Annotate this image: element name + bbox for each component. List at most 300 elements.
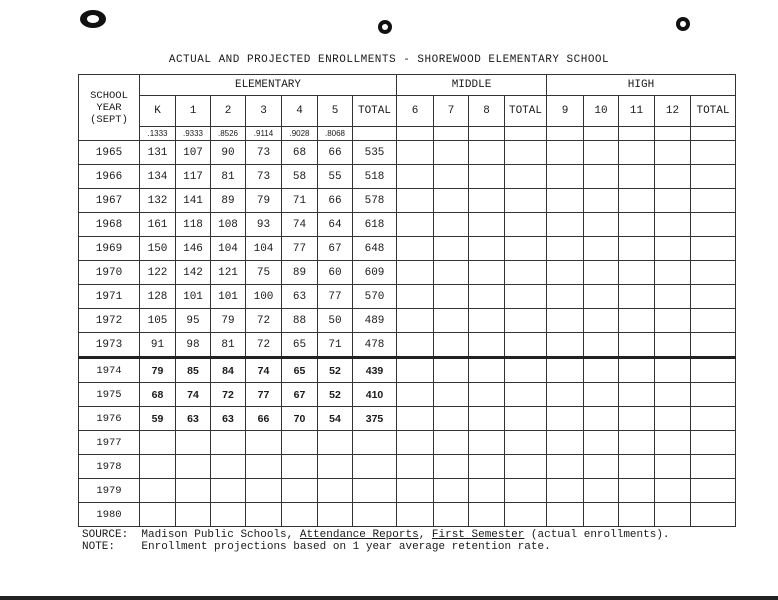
enrollment-cell: 131 [140,141,176,165]
empty-cell [655,141,691,165]
year-column-header: SCHOOL YEAR (SEPT) [79,75,140,141]
enrollment-cell: 410 [353,383,397,407]
empty-cell [469,237,505,261]
empty-cell [655,237,691,261]
middle-group-header: MIDDLE [397,75,547,96]
source-text: Madison Public Schools, [141,529,300,541]
page-edge [0,596,778,600]
table-row [79,285,736,309]
empty-cell [655,503,691,527]
empty-cell [505,309,547,333]
empty-cell [434,141,469,165]
empty-cell [691,407,736,431]
year-cell: 1972 [79,309,140,333]
empty-cell [469,503,505,527]
enrollment-cell: 117 [176,165,211,189]
enrollment-cell: 73 [246,165,282,189]
empty-cell [469,213,505,237]
note-label: NOTE: [82,541,116,553]
empty-cell [691,333,736,358]
year-cell: 1967 [79,189,140,213]
table-row [79,309,736,333]
empty-cell [505,285,547,309]
enrollment-cell: 518 [353,165,397,189]
enrollment-cell: 74 [246,358,282,383]
empty-cell [469,383,505,407]
empty-cell [691,431,736,455]
empty-cell [547,358,584,383]
empty-cell [655,285,691,309]
empty-cell [619,383,655,407]
empty-cell [434,285,469,309]
high-col-header: 9 [547,96,584,127]
empty-cell [547,309,584,333]
middle-col-header: 7 [434,96,469,127]
enrollment-cell: 478 [353,333,397,358]
empty-cell [505,503,547,527]
empty-cell [619,261,655,285]
enrollment-table [78,74,736,527]
enrollment-cell: 72 [246,309,282,333]
empty-cell [397,431,434,455]
enrollment-cell: 91 [140,333,176,358]
empty-cell [691,358,736,383]
empty-cell [655,358,691,383]
high-group-header: HIGH [547,75,736,96]
empty-cell [469,407,505,431]
empty-cell [584,127,619,141]
empty-cell [691,383,736,407]
enrollment-cell: 66 [246,407,282,431]
empty-cell [655,383,691,407]
empty-cell [397,189,434,213]
enrollment-cell: 108 [211,213,246,237]
empty-cell [584,383,619,407]
year-cell: 1976 [79,407,140,431]
empty-cell [547,479,584,503]
empty-cell [505,261,547,285]
enrollment-cell [353,503,397,527]
middle-col-header: TOTAL [505,96,547,127]
enrollment-cell: 68 [140,383,176,407]
empty-cell [547,237,584,261]
empty-cell [584,503,619,527]
enrollment-cell [211,479,246,503]
empty-cell [619,285,655,309]
empty-cell [397,213,434,237]
empty-cell [397,285,434,309]
empty-cell [547,165,584,189]
empty-cell [619,333,655,358]
empty-cell [691,127,736,141]
projection-note [82,541,551,553]
empty-cell [691,141,736,165]
enrollment-cell [140,431,176,455]
enrollment-cell: 134 [140,165,176,189]
empty-cell [469,455,505,479]
elementary-col-header: 1 [176,96,211,127]
enrollment-cell [176,431,211,455]
empty-cell [434,127,469,141]
year-cell: 1971 [79,285,140,309]
enrollment-cell: 72 [211,383,246,407]
empty-cell [353,127,397,141]
empty-cell [655,213,691,237]
empty-cell [547,189,584,213]
enrollment-cell: 74 [282,213,318,237]
empty-cell [434,261,469,285]
enrollment-cell: 79 [140,358,176,383]
year-cell: 1973 [79,333,140,358]
retention-rate: .1333 [140,127,176,141]
elementary-col-header: 3 [246,96,282,127]
empty-cell [505,455,547,479]
table-row [79,358,736,383]
empty-cell [619,141,655,165]
empty-cell [584,261,619,285]
enrollment-cell [246,503,282,527]
enrollment-cell: 71 [282,189,318,213]
enrollment-cell: 105 [140,309,176,333]
empty-cell [547,127,584,141]
enrollment-cell: 122 [140,261,176,285]
empty-cell [547,333,584,358]
enrollment-cell: 74 [176,383,211,407]
enrollment-cell [140,455,176,479]
empty-cell [691,455,736,479]
high-col-header: 10 [584,96,619,127]
enrollment-cell [282,455,318,479]
enrollment-cell: 63 [211,407,246,431]
enrollment-cell: 55 [318,165,353,189]
empty-cell [655,309,691,333]
enrollment-cell: 63 [176,407,211,431]
enrollment-cell: 65 [282,358,318,383]
enrollment-cell: 150 [140,237,176,261]
empty-cell [655,261,691,285]
empty-cell [691,309,736,333]
empty-cell [505,189,547,213]
enrollment-cell: 63 [282,285,318,309]
enrollment-cell: 489 [353,309,397,333]
empty-cell [434,479,469,503]
enrollment-cell: 570 [353,285,397,309]
empty-cell [547,407,584,431]
table-row [79,213,736,237]
empty-cell [547,383,584,407]
empty-cell [397,358,434,383]
enrollment-cell [282,503,318,527]
enrollment-cell [140,479,176,503]
year-cell: 1979 [79,479,140,503]
enrollment-cell: 77 [282,237,318,261]
enrollment-cell: 79 [246,189,282,213]
enrollment-cell: 375 [353,407,397,431]
empty-cell [469,165,505,189]
table-row [79,431,736,455]
enrollment-cell: 648 [353,237,397,261]
empty-cell [434,189,469,213]
enrollment-cell: 81 [211,333,246,358]
empty-cell [505,407,547,431]
enrollment-cell: 104 [211,237,246,261]
empty-cell [655,479,691,503]
empty-cell [397,503,434,527]
empty-cell [397,479,434,503]
note-text: Enrollment projections based on 1 year average retention rate. [141,541,551,553]
empty-cell [584,309,619,333]
empty-cell [655,165,691,189]
enrollment-cell [353,455,397,479]
empty-cell [397,141,434,165]
empty-cell [619,431,655,455]
enrollment-cell: 609 [353,261,397,285]
empty-cell [505,213,547,237]
enrollment-cell [318,455,353,479]
enrollment-cell [318,479,353,503]
empty-cell [434,503,469,527]
enrollment-cell: 66 [318,189,353,213]
empty-cell [584,165,619,189]
table-row [79,165,736,189]
empty-cell [469,479,505,503]
enrollment-cell [246,455,282,479]
empty-cell [584,141,619,165]
empty-cell [547,431,584,455]
empty-cell [397,165,434,189]
empty-cell [505,333,547,358]
table-row [79,407,736,431]
retention-rate: .9028 [282,127,318,141]
empty-cell [584,213,619,237]
empty-cell [469,285,505,309]
empty-cell [397,407,434,431]
enrollment-cell: 161 [140,213,176,237]
empty-cell [691,213,736,237]
enrollment-cell: 85 [176,358,211,383]
enrollment-cell: 88 [282,309,318,333]
year-cell: 1977 [79,431,140,455]
enrollment-cell [353,431,397,455]
empty-cell [434,407,469,431]
enrollment-cell: 84 [211,358,246,383]
enrollment-cell [282,431,318,455]
empty-cell [505,358,547,383]
empty-cell [655,455,691,479]
source-suffix: (actual enrollments). [524,529,670,541]
year-cell: 1978 [79,455,140,479]
empty-cell [547,503,584,527]
year-cell: 1975 [79,383,140,407]
table-row [79,333,736,358]
elementary-col-header: 2 [211,96,246,127]
empty-cell [584,358,619,383]
empty-cell [655,431,691,455]
empty-cell [584,431,619,455]
empty-cell [397,309,434,333]
enrollment-cell [318,431,353,455]
empty-cell [584,237,619,261]
empty-cell [547,213,584,237]
empty-cell [434,213,469,237]
enrollment-cell: 75 [246,261,282,285]
empty-cell [547,285,584,309]
empty-cell [434,455,469,479]
empty-cell [619,358,655,383]
empty-cell [434,165,469,189]
empty-cell [619,237,655,261]
empty-cell [619,189,655,213]
empty-cell [619,455,655,479]
empty-cell [434,358,469,383]
empty-cell [691,503,736,527]
elementary-group-header: ELEMENTARY [140,75,397,96]
empty-cell [397,261,434,285]
high-col-header: TOTAL [691,96,736,127]
empty-cell [397,237,434,261]
empty-cell [619,479,655,503]
enrollment-cell [211,503,246,527]
enrollment-cell: 58 [282,165,318,189]
empty-cell [505,431,547,455]
enrollment-cell [211,431,246,455]
enrollment-cell [282,479,318,503]
empty-cell [619,213,655,237]
binder-hole-icon [378,20,392,34]
enrollment-cell: 68 [282,141,318,165]
year-cell: 1968 [79,213,140,237]
enrollment-cell: 104 [246,237,282,261]
enrollment-cell: 535 [353,141,397,165]
year-cell: 1965 [79,141,140,165]
enrollment-cell: 67 [282,383,318,407]
source-semester: First Semester [431,529,525,541]
empty-cell [397,127,434,141]
enrollment-cell: 73 [246,141,282,165]
empty-cell [584,285,619,309]
empty-cell [469,127,505,141]
high-col-header: 12 [655,96,691,127]
enrollment-cell: 142 [176,261,211,285]
elementary-col-header: K [140,96,176,127]
enrollment-cell [353,479,397,503]
enrollment-cell [211,455,246,479]
empty-cell [547,261,584,285]
empty-cell [469,261,505,285]
empty-cell [691,479,736,503]
empty-cell [619,165,655,189]
table-row [79,455,736,479]
empty-cell [469,189,505,213]
enrollment-cell: 132 [140,189,176,213]
enrollment-cell: 59 [140,407,176,431]
source-title: Attendance Reports [299,529,419,541]
table-row [79,479,736,503]
middle-col-header: 8 [469,96,505,127]
enrollment-cell: 93 [246,213,282,237]
enrollment-cell: 618 [353,213,397,237]
empty-cell [655,407,691,431]
enrollment-cell: 71 [318,333,353,358]
enrollment-cell: 141 [176,189,211,213]
source-label: SOURCE: [82,529,129,541]
retention-rate: .8068 [318,127,353,141]
enrollment-cell [246,479,282,503]
enrollment-cell: 90 [211,141,246,165]
year-cell: 1980 [79,503,140,527]
empty-cell [397,333,434,358]
year-cell: 1974 [79,358,140,383]
empty-cell [397,455,434,479]
enrollment-cell: 52 [318,358,353,383]
empty-cell [505,127,547,141]
binder-hole-icon [80,10,106,28]
enrollment-cell [176,479,211,503]
enrollment-cell: 67 [318,237,353,261]
elementary-col-header: 5 [318,96,353,127]
empty-cell [655,189,691,213]
empty-cell [619,503,655,527]
empty-cell [584,455,619,479]
table-row [79,261,736,285]
table-row [79,383,736,407]
enrollment-cell: 128 [140,285,176,309]
empty-cell [584,333,619,358]
retention-rate: .9114 [246,127,282,141]
elementary-col-header: 4 [282,96,318,127]
enrollment-cell [176,455,211,479]
retention-rate: .9333 [176,127,211,141]
empty-cell [655,333,691,358]
empty-cell [691,165,736,189]
page-title: ACTUAL AND PROJECTED ENROLLMENTS - SHOREWOOD ELEMENTARY SCHOOL [168,54,610,66]
empty-cell [505,237,547,261]
empty-cell [619,407,655,431]
enrollment-cell: 52 [318,383,353,407]
enrollment-cell: 439 [353,358,397,383]
middle-col-header: 6 [397,96,434,127]
enrollment-cell: 81 [211,165,246,189]
enrollment-cell: 77 [318,285,353,309]
enrollment-cell: 101 [176,285,211,309]
enrollment-cell: 146 [176,237,211,261]
enrollment-cell: 89 [211,189,246,213]
enrollment-cell [176,503,211,527]
empty-cell [469,309,505,333]
enrollment-cell: 72 [246,333,282,358]
empty-cell [584,189,619,213]
table-row [79,503,736,527]
enrollment-cell: 107 [176,141,211,165]
table-row [79,189,736,213]
enrollment-cell: 121 [211,261,246,285]
source-note [82,529,670,541]
high-col-header: 11 [619,96,655,127]
enrollment-cell: 50 [318,309,353,333]
enrollment-cell: 98 [176,333,211,358]
enrollment-cell: 66 [318,141,353,165]
empty-cell [434,431,469,455]
year-cell: 1969 [79,237,140,261]
empty-cell [469,141,505,165]
empty-cell [505,383,547,407]
empty-cell [691,285,736,309]
enrollment-cell: 118 [176,213,211,237]
enrollment-cell: 79 [211,309,246,333]
enrollment-cell: 70 [282,407,318,431]
enrollment-cell: 578 [353,189,397,213]
empty-cell [691,261,736,285]
